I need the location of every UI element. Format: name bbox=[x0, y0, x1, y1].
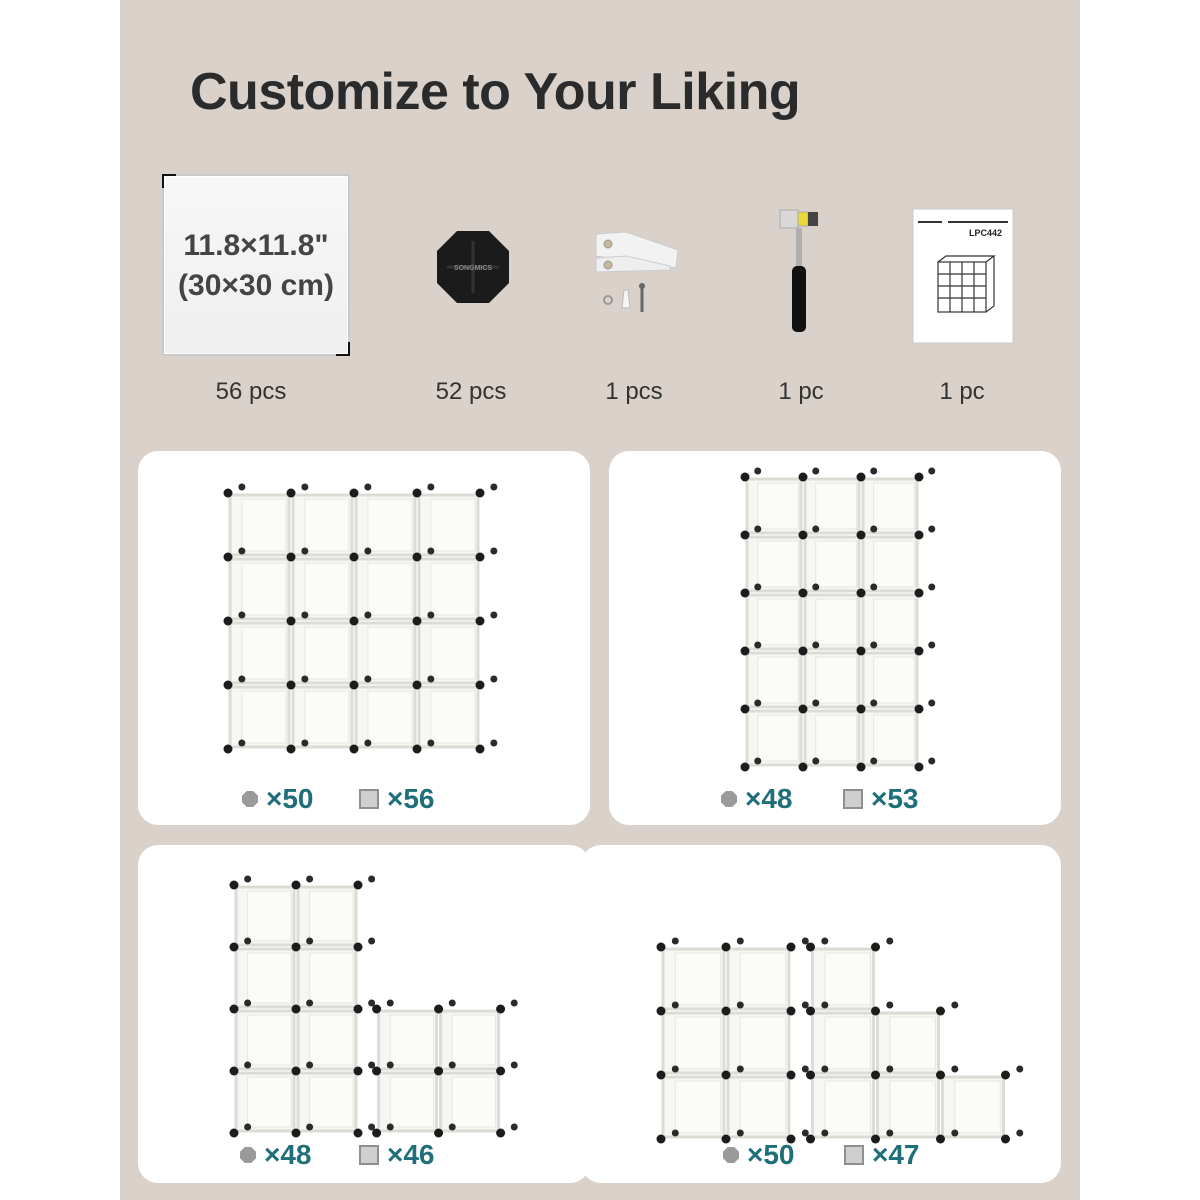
connector-icon bbox=[723, 1147, 739, 1163]
connector-dot bbox=[413, 553, 422, 562]
cube-back-panel bbox=[248, 953, 291, 1003]
connector-dot bbox=[354, 1067, 363, 1076]
connector-dot bbox=[886, 938, 893, 945]
connector-dot bbox=[672, 1002, 679, 1009]
connector-dot bbox=[857, 763, 866, 772]
connector-dot bbox=[870, 526, 877, 533]
connector-dot bbox=[449, 1124, 456, 1131]
cube-back-panel bbox=[368, 499, 412, 551]
connector-dot bbox=[821, 1130, 828, 1137]
connector-dot bbox=[292, 943, 301, 952]
connector-dot bbox=[737, 1066, 744, 1073]
connector-dot bbox=[490, 612, 497, 619]
connector-dot bbox=[301, 548, 308, 555]
connector-dot bbox=[886, 1066, 893, 1073]
cube-back-panel bbox=[874, 715, 915, 761]
connector-dot bbox=[857, 647, 866, 656]
connector-dot bbox=[354, 881, 363, 890]
cube-back-panel bbox=[310, 1077, 353, 1127]
connector-dot bbox=[490, 484, 497, 491]
connector-dot bbox=[301, 740, 308, 747]
connector-dot bbox=[915, 589, 924, 598]
panel-quantity: 56 pcs bbox=[215, 378, 287, 405]
connector-dot bbox=[951, 1130, 958, 1137]
connector-dot bbox=[672, 938, 679, 945]
connector-dot bbox=[449, 1000, 456, 1007]
cube-back-panel bbox=[452, 1015, 495, 1065]
cube-back-panel bbox=[874, 657, 915, 703]
connector-dot bbox=[812, 758, 819, 765]
connector-dot bbox=[476, 553, 485, 562]
connector-dot bbox=[915, 705, 924, 714]
connector-dot bbox=[306, 876, 313, 883]
connector-dot bbox=[413, 745, 422, 754]
connector-dot bbox=[936, 1135, 945, 1144]
connector-dot bbox=[350, 617, 359, 626]
connector-dot bbox=[511, 1000, 518, 1007]
connector-dot bbox=[230, 943, 239, 952]
connector-dot bbox=[292, 1129, 301, 1138]
connector-dot bbox=[387, 1000, 394, 1007]
cube-grid-illustration bbox=[609, 451, 1061, 825]
connector-dot bbox=[244, 938, 251, 945]
connector-dot bbox=[857, 473, 866, 482]
connector-dot bbox=[434, 1067, 443, 1076]
config-card-4 bbox=[581, 845, 1061, 1183]
connector-dot bbox=[857, 705, 866, 714]
cube-back-panel bbox=[758, 657, 799, 703]
anti-tip-kit-quantity: 1 pcs bbox=[605, 378, 663, 405]
connector-dot bbox=[387, 1062, 394, 1069]
connector-dot bbox=[238, 484, 245, 491]
connector-dot bbox=[427, 548, 434, 555]
connector-dot bbox=[799, 473, 808, 482]
cube-back-panel bbox=[310, 1015, 353, 1065]
connector-dot bbox=[434, 1129, 443, 1138]
connector-dot bbox=[306, 1000, 313, 1007]
connector-dot bbox=[490, 740, 497, 747]
connector-dot bbox=[812, 584, 819, 591]
connector-dot bbox=[364, 612, 371, 619]
connector-dot bbox=[857, 589, 866, 598]
connector-dot bbox=[413, 681, 422, 690]
connector-dot bbox=[511, 1124, 518, 1131]
connector-dot bbox=[476, 681, 485, 690]
cube-grid-illustration bbox=[581, 845, 1061, 1183]
cube-back-panel bbox=[368, 691, 412, 743]
connector-dot bbox=[350, 553, 359, 562]
connector-dot bbox=[657, 943, 666, 952]
cube-back-panel bbox=[874, 599, 915, 645]
cube-back-panel bbox=[890, 1081, 936, 1133]
connector-icon bbox=[242, 791, 258, 807]
cube-grid-illustration bbox=[138, 451, 590, 825]
connector-dot bbox=[722, 1007, 731, 1016]
connector-dot bbox=[936, 1007, 945, 1016]
connector-dot bbox=[230, 1067, 239, 1076]
octagon-connector-icon bbox=[435, 229, 511, 305]
connector-dot bbox=[511, 1062, 518, 1069]
cube-back-panel bbox=[431, 563, 475, 615]
connector-dot bbox=[364, 676, 371, 683]
connector-dot bbox=[287, 617, 296, 626]
connector-dot bbox=[657, 1135, 666, 1144]
cube-back-panel bbox=[816, 715, 857, 761]
panel-count: ×53 bbox=[843, 783, 919, 815]
connector-count: ×50 bbox=[242, 783, 314, 815]
cube-back-panel bbox=[955, 1081, 1001, 1133]
config-card-2 bbox=[609, 451, 1061, 825]
connector-dot bbox=[354, 1129, 363, 1138]
cube-back-panel bbox=[368, 563, 412, 615]
cube-back-panel bbox=[248, 891, 291, 941]
connector-dot bbox=[787, 943, 796, 952]
connector-dot bbox=[224, 617, 233, 626]
connector-dot bbox=[821, 1066, 828, 1073]
cube-back-panel bbox=[431, 627, 475, 679]
instruction-manual-icon bbox=[912, 208, 1014, 344]
connector-dot bbox=[657, 1007, 666, 1016]
connector-dot bbox=[754, 584, 761, 591]
cube-back-panel bbox=[740, 1017, 786, 1069]
cube-back-panel bbox=[305, 563, 349, 615]
connector-dot bbox=[306, 1062, 313, 1069]
connector-dot bbox=[496, 1067, 505, 1076]
connector-dot bbox=[292, 1005, 301, 1014]
connector-dot bbox=[951, 1002, 958, 1009]
cube-back-panel bbox=[248, 1015, 291, 1065]
cube-back-panel bbox=[890, 1017, 936, 1069]
connector-dot bbox=[741, 531, 750, 540]
connector-dot bbox=[1016, 1066, 1023, 1073]
connector-dot bbox=[372, 1067, 381, 1076]
connector-dot bbox=[490, 676, 497, 683]
white-panel-icon bbox=[162, 174, 350, 356]
connector-dot bbox=[292, 881, 301, 890]
connector-dot bbox=[754, 700, 761, 707]
connector-dot bbox=[870, 758, 877, 765]
connector-dot bbox=[928, 584, 935, 591]
cube-back-panel bbox=[816, 599, 857, 645]
connector-icon bbox=[721, 791, 737, 807]
cube-back-panel bbox=[874, 483, 915, 529]
connector-dot bbox=[490, 548, 497, 555]
connector-dot bbox=[1001, 1135, 1010, 1144]
connector-dot bbox=[799, 647, 808, 656]
connector-dot bbox=[287, 681, 296, 690]
connector-dot bbox=[754, 642, 761, 649]
connector-dot bbox=[350, 745, 359, 754]
connector-dot bbox=[238, 548, 245, 555]
connector-dot bbox=[496, 1129, 505, 1138]
connector-dot bbox=[870, 468, 877, 475]
connector-dot bbox=[287, 745, 296, 754]
connector-dot bbox=[951, 1066, 958, 1073]
cube-back-panel bbox=[368, 627, 412, 679]
cube-back-panel bbox=[825, 1017, 871, 1069]
connector-dot bbox=[301, 484, 308, 491]
connector-dot bbox=[737, 1002, 744, 1009]
connector-dot bbox=[244, 1000, 251, 1007]
panel-icon bbox=[844, 1145, 864, 1165]
connector-icon bbox=[240, 1147, 256, 1163]
cube-back-panel bbox=[816, 483, 857, 529]
connector-dot bbox=[368, 938, 375, 945]
cube-back-panel bbox=[242, 499, 286, 551]
connector-dot bbox=[244, 1062, 251, 1069]
connector-dot bbox=[754, 468, 761, 475]
cube-back-panel bbox=[390, 1015, 433, 1065]
connector-dot bbox=[722, 943, 731, 952]
page-title: Customize to Your Liking bbox=[190, 63, 801, 121]
connector-dot bbox=[741, 705, 750, 714]
cube-back-panel bbox=[305, 627, 349, 679]
connector-dot bbox=[871, 1007, 880, 1016]
connector-dot bbox=[476, 617, 485, 626]
connector-dot bbox=[1001, 1071, 1010, 1080]
connector-dot bbox=[754, 758, 761, 765]
cube-back-panel bbox=[816, 657, 857, 703]
connector-dot bbox=[387, 1124, 394, 1131]
cube-back-panel bbox=[758, 715, 799, 761]
mallet-quantity: 1 pc bbox=[778, 378, 824, 405]
connector-dot bbox=[886, 1130, 893, 1137]
panel-dimensions: 11.8×11.8" (30×30 cm) bbox=[178, 229, 334, 302]
anti-tip-kit-icon bbox=[590, 228, 686, 324]
connector-dot bbox=[915, 647, 924, 656]
connector-dot bbox=[915, 763, 924, 772]
connector-quantity: 52 pcs bbox=[435, 378, 507, 405]
connector-dot bbox=[806, 1135, 815, 1144]
cube-back-panel bbox=[874, 541, 915, 587]
connector-dot bbox=[812, 526, 819, 533]
connector-dot bbox=[350, 681, 359, 690]
connector-dot bbox=[476, 489, 485, 498]
connector-dot bbox=[372, 1005, 381, 1014]
connector-dot bbox=[1016, 1130, 1023, 1137]
connector-dot bbox=[224, 553, 233, 562]
connector-dot bbox=[301, 612, 308, 619]
connector-dot bbox=[364, 548, 371, 555]
connector-dot bbox=[870, 642, 877, 649]
connector-dot bbox=[806, 1007, 815, 1016]
cube-back-panel bbox=[825, 1081, 871, 1133]
connector-dot bbox=[224, 745, 233, 754]
connector-count: ×48 bbox=[240, 1139, 312, 1171]
cube-back-panel bbox=[242, 627, 286, 679]
connector-dot bbox=[806, 1071, 815, 1080]
connector-dot bbox=[427, 484, 434, 491]
cube-back-panel bbox=[758, 483, 799, 529]
connector-dot bbox=[434, 1005, 443, 1014]
connector-dot bbox=[871, 943, 880, 952]
connector-dot bbox=[372, 1129, 381, 1138]
cube-back-panel bbox=[310, 953, 353, 1003]
connector-dot bbox=[368, 876, 375, 883]
cube-back-panel bbox=[305, 499, 349, 551]
cube-back-panel bbox=[431, 691, 475, 743]
connector-dot bbox=[238, 740, 245, 747]
connector-dot bbox=[928, 526, 935, 533]
connector-dot bbox=[306, 1124, 313, 1131]
connector-dot bbox=[741, 473, 750, 482]
connector-dot bbox=[936, 1071, 945, 1080]
connector-dot bbox=[287, 553, 296, 562]
rubber-mallet-icon bbox=[778, 208, 824, 336]
connector-dot bbox=[812, 700, 819, 707]
connector-dot bbox=[238, 612, 245, 619]
cube-back-panel bbox=[242, 563, 286, 615]
connector-dot bbox=[857, 531, 866, 540]
connector-dot bbox=[657, 1071, 666, 1080]
connector-dot bbox=[799, 589, 808, 598]
connector-brand: SONGMICS bbox=[453, 265, 493, 272]
connector-dot bbox=[821, 938, 828, 945]
connector-dot bbox=[672, 1066, 679, 1073]
connector-dot bbox=[306, 938, 313, 945]
config-card-1 bbox=[138, 451, 590, 825]
connector-dot bbox=[244, 876, 251, 883]
connector-dot bbox=[427, 676, 434, 683]
connector-dot bbox=[224, 681, 233, 690]
connector-dot bbox=[928, 758, 935, 765]
config-card-3 bbox=[138, 845, 590, 1183]
connector-dot bbox=[886, 1002, 893, 1009]
cube-back-panel bbox=[242, 691, 286, 743]
connector-dot bbox=[787, 1071, 796, 1080]
cube-back-panel bbox=[740, 953, 786, 1005]
connector-dot bbox=[928, 468, 935, 475]
connector-dot bbox=[799, 531, 808, 540]
connector-dot bbox=[413, 617, 422, 626]
connector-dot bbox=[427, 740, 434, 747]
connector-dot bbox=[496, 1005, 505, 1014]
connector-dot bbox=[230, 1005, 239, 1014]
panel-icon bbox=[359, 789, 379, 809]
connector-dot bbox=[238, 676, 245, 683]
connector-dot bbox=[350, 489, 359, 498]
cube-back-panel bbox=[675, 1017, 721, 1069]
cube-back-panel bbox=[825, 953, 871, 1005]
connector-count: ×50 bbox=[723, 1139, 795, 1171]
connector-dot bbox=[413, 489, 422, 498]
cube-back-panel bbox=[675, 953, 721, 1005]
cube-back-panel bbox=[758, 541, 799, 587]
panel-icon bbox=[843, 789, 863, 809]
connector-dot bbox=[476, 745, 485, 754]
cube-back-panel bbox=[675, 1081, 721, 1133]
connector-dot bbox=[799, 763, 808, 772]
connector-dot bbox=[821, 1002, 828, 1009]
connector-dot bbox=[354, 1005, 363, 1014]
connector-dot bbox=[301, 676, 308, 683]
manual-quantity: 1 pc bbox=[939, 378, 985, 405]
connector-dot bbox=[741, 647, 750, 656]
cube-back-panel bbox=[740, 1081, 786, 1133]
connector-dot bbox=[871, 1071, 880, 1080]
connector-dot bbox=[287, 489, 296, 498]
cube-back-panel bbox=[248, 1077, 291, 1127]
connector-dot bbox=[870, 700, 877, 707]
connector-dot bbox=[230, 1129, 239, 1138]
panel-count: ×46 bbox=[359, 1139, 435, 1171]
connector-dot bbox=[364, 484, 371, 491]
connector-dot bbox=[915, 531, 924, 540]
connector-dot bbox=[741, 589, 750, 598]
panel-icon bbox=[359, 1145, 379, 1165]
connector-dot bbox=[449, 1062, 456, 1069]
connector-dot bbox=[870, 584, 877, 591]
connector-dot bbox=[754, 526, 761, 533]
connector-dot bbox=[722, 1071, 731, 1080]
connector-dot bbox=[928, 642, 935, 649]
cube-back-panel bbox=[758, 599, 799, 645]
cube-back-panel bbox=[390, 1077, 433, 1127]
connector-count: ×48 bbox=[721, 783, 793, 815]
connector-dot bbox=[364, 740, 371, 747]
connector-dot bbox=[230, 881, 239, 890]
connector-dot bbox=[915, 473, 924, 482]
connector-dot bbox=[741, 763, 750, 772]
cube-back-panel bbox=[431, 499, 475, 551]
connector-dot bbox=[224, 489, 233, 498]
panel-count: ×56 bbox=[359, 783, 435, 815]
cube-back-panel bbox=[816, 541, 857, 587]
connector-dot bbox=[812, 468, 819, 475]
connector-dot bbox=[292, 1067, 301, 1076]
cube-back-panel bbox=[305, 691, 349, 743]
connector-dot bbox=[672, 1130, 679, 1137]
cube-back-panel bbox=[452, 1077, 495, 1127]
connector-dot bbox=[928, 700, 935, 707]
connector-dot bbox=[787, 1007, 796, 1016]
connector-dot bbox=[427, 612, 434, 619]
cube-grid-illustration bbox=[138, 845, 590, 1183]
connector-dot bbox=[244, 1124, 251, 1131]
connector-dot bbox=[806, 943, 815, 952]
manual-model: LPC442 bbox=[968, 228, 1002, 238]
connector-dot bbox=[799, 705, 808, 714]
connector-dot bbox=[737, 938, 744, 945]
connector-dot bbox=[737, 1130, 744, 1137]
cube-back-panel bbox=[310, 891, 353, 941]
panel-count: ×47 bbox=[844, 1139, 920, 1171]
connector-dot bbox=[354, 943, 363, 952]
connector-dot bbox=[812, 642, 819, 649]
